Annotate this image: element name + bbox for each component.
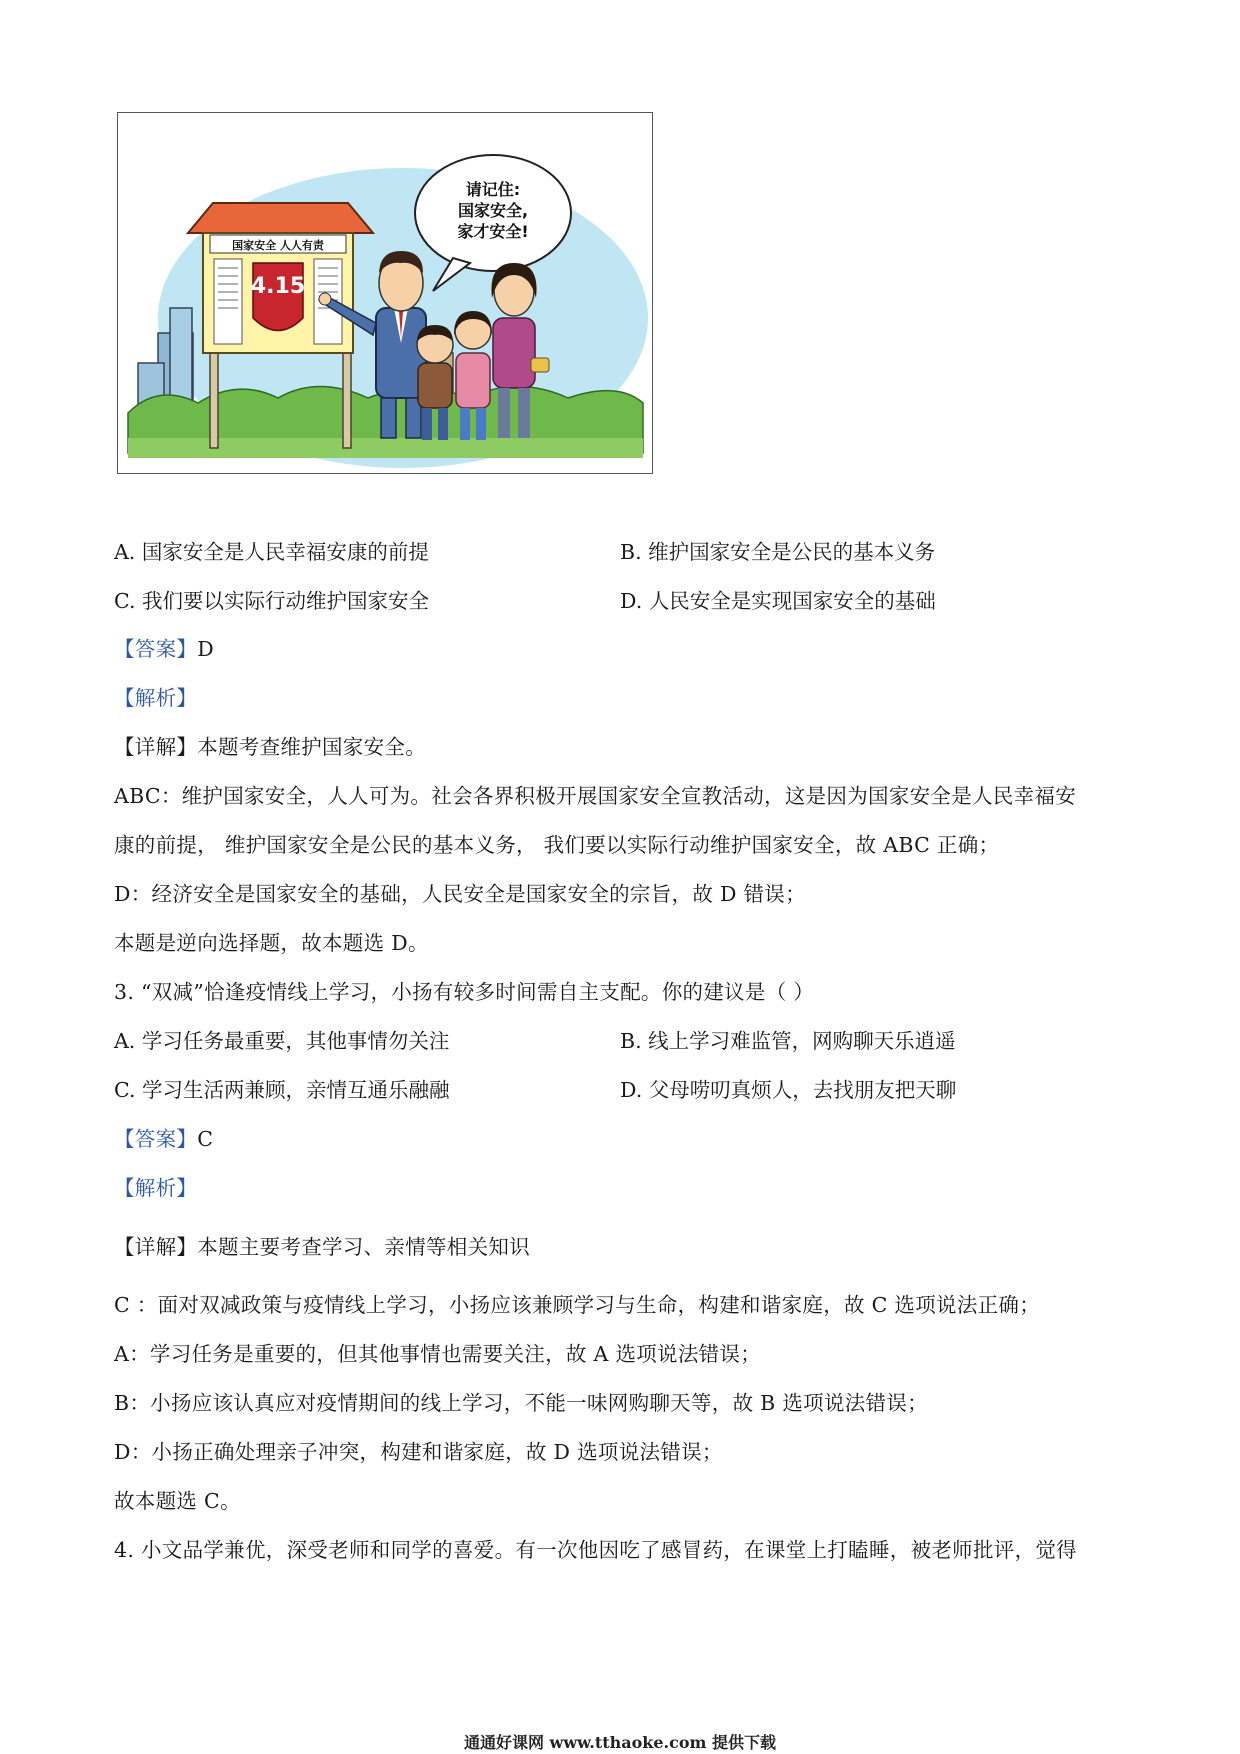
q2-line-1: ABC：维护国家安全，人人可为。社会各界积极开展国家安全宣教活动，这是因为国家安全是人民幸福安 (114, 784, 1077, 808)
speech-line-1: 请记住: (465, 180, 521, 199)
q3-line-2: A：学习任务是重要的，但其他事情也需要关注，故 A 选项说法错误； (114, 1342, 762, 1366)
q2-line-3: D：经济安全是国家安全的基础，人民安全是国家安全的宗旨，故 D 错误； (114, 882, 806, 906)
q2-answer-tag: 【答案】 (114, 637, 198, 661)
q3-line-3: B：小扬应该认真应对疫情期间的线上学习，不能一味网购聊天等，故 B 选项说法错误； (114, 1391, 928, 1415)
q3-answer-tag: 【答案】 (114, 1127, 198, 1151)
q2-answer (114, 636, 214, 662)
q3-question: 3. “双减”恰逢疫情线上学习，小扬有较多时间需自主支配。你的建议是（ ） (114, 980, 815, 1004)
q3-answer-value: C (197, 1127, 214, 1151)
board-title: 国家安全 人人有责 (232, 239, 324, 252)
q3-option-b: B. 线上学习难监管，网购聊天乐逍遥 (620, 1029, 956, 1053)
q3-line-4: D：小扬正确处理亲子冲突，构建和谐家庭，故 D 选项说法错误； (114, 1440, 723, 1464)
q2-option-a: A. 国家安全是人民幸福安康的前提 (114, 540, 429, 564)
q3-answer (114, 1126, 213, 1152)
q2-detail-text: 本题考查维护国家安全。 (197, 735, 427, 759)
q3-detail-tag: 【详解】 (114, 1235, 198, 1259)
page-footer: 通通好课网 www.tthaoke.com 提供下载 (463, 1733, 777, 1752)
q3-option-d: D. 父母唠叨真烦人，去找朋友把天聊 (620, 1078, 957, 1102)
speech-line-3: 家才安全! (457, 222, 529, 241)
q4-question: 4. 小文品学兼优，深受老师和同学的喜爱。有一次他因吃了感冒药，在课堂上打瞌睡，被老师批评，觉得 (114, 1538, 1077, 1562)
q2-option-d: D. 人民安全是实现国家安全的基础 (620, 589, 936, 613)
cartoon-illustration (117, 112, 653, 474)
q3-line-5: 故本题选 C。 (114, 1489, 241, 1513)
speech-line-2: 国家安全, (457, 201, 529, 220)
q2-line-4: 本题是逆向选择题，故本题选 D。 (114, 931, 429, 955)
q2-analysis-tag: 【解析】 (114, 686, 198, 710)
q3-line-1: C ：面对双减政策与疫情线上学习，小扬应该兼顾学习与生命，构建和谐家庭，故 C 选项说法正确； (114, 1293, 1041, 1317)
q2-line-2: 康的前提， 维护国家安全是公民的基本义务， 我们要以实际行动维护国家安全，故 ABC 正确； (114, 833, 1000, 857)
q3-detail (114, 1234, 530, 1260)
q3-detail-text: 本题主要考查学习、亲情等相关知识 (197, 1235, 531, 1259)
q2-option-c: C. 我们要以实际行动维护国家安全 (114, 589, 429, 613)
q3-analysis-tag: 【解析】 (114, 1176, 198, 1200)
q2-option-b: B. 维护国家安全是公民的基本义务 (620, 540, 936, 564)
q3-option-a: A. 学习任务最重要，其他事情勿关注 (114, 1029, 450, 1053)
q3-option-c: C. 学习生活两兼顾，亲情互通乐融融 (114, 1078, 450, 1102)
q2-detail-tag: 【详解】 (114, 735, 198, 759)
board-date: 4.15 (250, 274, 306, 299)
q2-detail (114, 734, 426, 760)
q2-answer-value: D (197, 637, 214, 661)
